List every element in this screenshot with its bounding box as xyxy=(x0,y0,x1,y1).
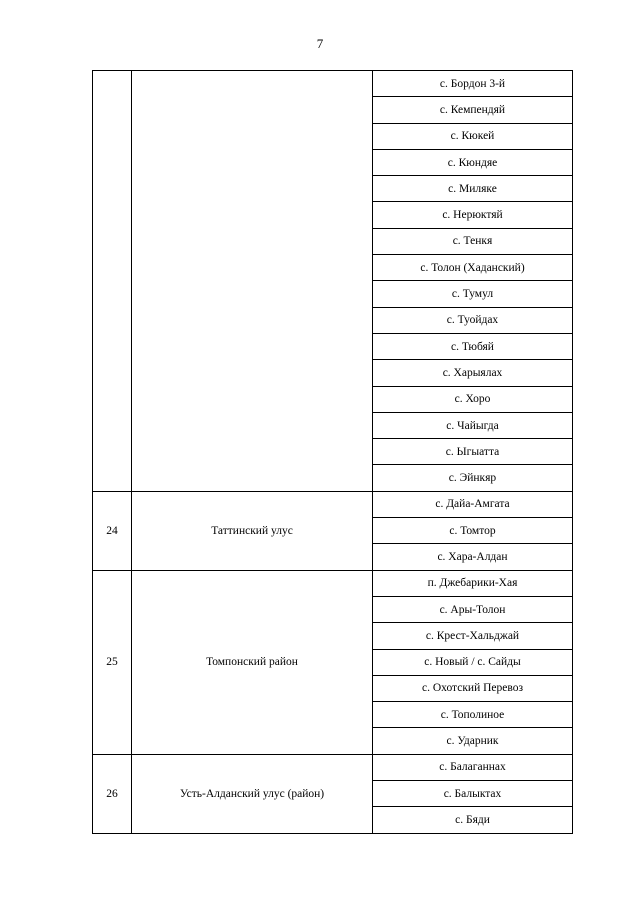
settlement-cell: с. Кюндяе xyxy=(373,149,573,175)
settlement-cell: с. Эйнкяр xyxy=(373,465,573,491)
row-number-cell xyxy=(93,71,132,492)
settlement-cell: с. Бордон 3-й xyxy=(373,71,573,97)
table-row xyxy=(93,71,573,97)
row-number-cell: 25 xyxy=(93,570,132,754)
settlement-cell: с. Охотский Перевоз xyxy=(373,675,573,701)
table-row xyxy=(93,570,573,596)
district-cell xyxy=(132,71,373,492)
row-number-cell: 26 xyxy=(93,754,132,833)
table-row xyxy=(93,754,573,780)
settlement-cell: с. Балаганнах xyxy=(373,754,573,780)
table-row xyxy=(93,491,573,517)
settlement-cell: с. Новый / с. Сайды xyxy=(373,649,573,675)
settlement-cell: с. Кемпендяй xyxy=(373,97,573,123)
settlement-cell: с. Хоро xyxy=(373,386,573,412)
settlement-cell: с. Тополиное xyxy=(373,702,573,728)
settlement-cell: с. Харыялах xyxy=(373,360,573,386)
settlement-cell: с. Ударник xyxy=(373,728,573,754)
settlement-cell: с. Крест-Хальджай xyxy=(373,623,573,649)
page-number: 7 xyxy=(316,36,324,51)
settlement-cell: с. Нерюктяй xyxy=(373,202,573,228)
settlement-cell: с. Ары-Толон xyxy=(373,596,573,622)
settlement-cell: с. Ыгыатта xyxy=(373,439,573,465)
settlement-cell: с. Тенкя xyxy=(373,228,573,254)
settlement-cell: с. Туойдах xyxy=(373,307,573,333)
settlements-table xyxy=(92,70,573,834)
settlement-cell: с. Хара-Алдан xyxy=(373,544,573,570)
settlement-cell: с. Миляке xyxy=(373,176,573,202)
settlement-cell: с. Кюкей xyxy=(373,123,573,149)
settlement-cell: с. Тумул xyxy=(373,281,573,307)
settlement-cell: с. Толон (Хаданский) xyxy=(373,255,573,281)
settlement-cell: с. Чайыгда xyxy=(373,412,573,438)
district-cell: Томпонский район xyxy=(132,570,373,754)
district-cell: Таттинский улус xyxy=(132,491,373,570)
district-cell: Усть-Алданский улус (район) xyxy=(132,754,373,833)
settlement-cell: с. Тюбяй xyxy=(373,333,573,359)
table-body xyxy=(93,71,573,834)
settlement-cell: с. Томтор xyxy=(373,518,573,544)
settlement-cell: с. Балыктах xyxy=(373,781,573,807)
row-number-cell: 24 xyxy=(93,491,132,570)
settlement-cell: п. Джебарики-Хая xyxy=(373,570,573,596)
settlement-cell: с. Бяди xyxy=(373,807,573,833)
settlement-cell: с. Дайа-Амгата xyxy=(373,491,573,517)
